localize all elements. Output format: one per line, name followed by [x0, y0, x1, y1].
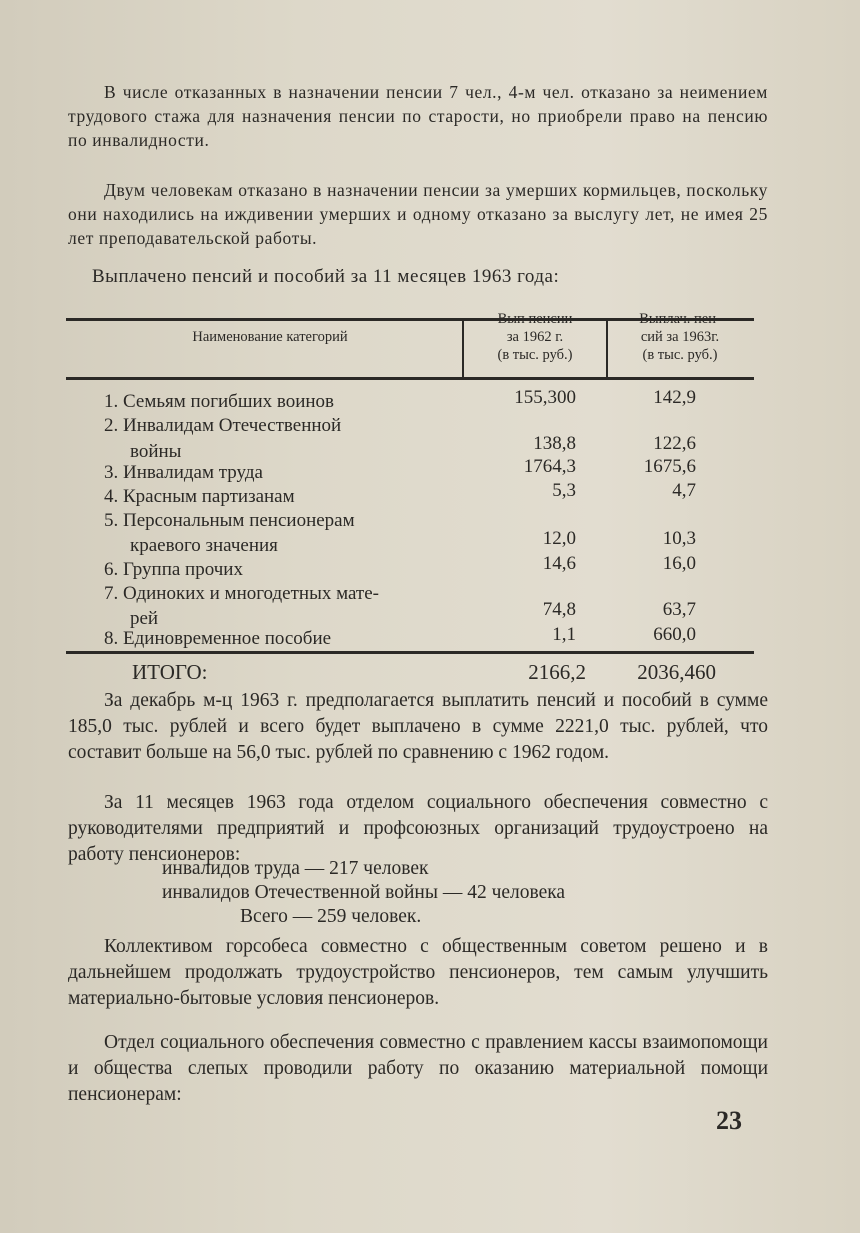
row-value-1962: 5,3: [552, 480, 576, 501]
header-col1-l1: Вып пенсии: [497, 311, 573, 327]
employment-line: инвалидов Отечественной войны — 42 человека: [162, 882, 566, 903]
row-name: 6. Группа прочих: [104, 559, 243, 580]
page-number: 23: [716, 1106, 742, 1135]
row-value-1963: 63,7: [662, 599, 696, 620]
row-value-1962: 155,300: [514, 387, 576, 408]
row-name: 1. Семьям погибших воинов: [104, 391, 335, 412]
row-value-1963: 4,7: [672, 480, 696, 501]
total-label: ИТОГО:: [132, 660, 208, 684]
row-value-1963: 1675,6: [643, 456, 696, 477]
row-name-cont: войны: [130, 441, 182, 462]
row-name-cont: краевого значения: [130, 535, 278, 556]
header-col1-l3: (в тыс. руб.): [497, 347, 573, 363]
paragraph-employment: За 11 месяцев 1963 года отделом социального обеспечения совместно с руководителями предприятий и профсоюзных организаций трудоустроено на работу пенсионеров:: [68, 792, 768, 865]
header-col1-l2: за 1962 г.: [506, 329, 564, 345]
row-value-1963: 16,0: [662, 553, 696, 574]
row-value-1963: 122,6: [653, 433, 696, 454]
row-name: 4. Красным партизанам: [104, 486, 295, 507]
table-bottom-rule: [66, 651, 754, 654]
paragraph-council: Коллективом горсобеса совместно с общественным советом решено и в дальнейшем продолжать трудоустройство пенсионеров, тем самым улучшить материально-бытовые условия пенсионеров.: [68, 936, 768, 1009]
row-value-1962: 1,1: [552, 624, 576, 645]
header-col2-l1: Выплач. пен-: [639, 311, 721, 327]
row-name-cont: рей: [130, 608, 159, 629]
table-header-rule: [66, 377, 754, 380]
header-divider: [462, 318, 464, 378]
table-caption: Выплачено пенсий и пособий за 11 месяцев 1963 года:: [92, 266, 560, 287]
row-value-1963: 660,0: [653, 624, 696, 645]
row-name: 7. Одиноких и многодетных мате-: [104, 583, 379, 604]
row-value-1963: 10,3: [662, 528, 696, 549]
row-value-1962: 12,0: [542, 528, 576, 549]
header-category: Наименование категорий: [192, 329, 348, 345]
total-1963: 2036,460: [637, 660, 716, 684]
row-name: 3. Инвалидам труда: [104, 462, 263, 483]
header-col2-l3: (в тыс. руб.): [642, 347, 718, 363]
row-value-1962: 74,8: [542, 599, 576, 620]
row-name: 8. Единовременное пособие: [104, 628, 332, 649]
row-value-1962: 14,6: [542, 553, 576, 574]
row-value-1962: 138,8: [533, 433, 576, 454]
row-name: 5. Персональным пенсионерам: [104, 510, 355, 531]
paragraph-breadwinners: Двум человекам отказано в назначении пенсии за умерших кормильцев, поскольку они находились на иждивении умерших и одному отказано за выслугу лет, не имея 25 лет преподавательской работы.: [68, 180, 768, 248]
header-divider: [606, 318, 608, 378]
employment-total: Всего — 259 человек.: [240, 906, 422, 927]
total-1962: 2166,2: [528, 660, 586, 684]
row-name: 2. Инвалидам Отечественной: [104, 415, 342, 436]
row-value-1963: 142,9: [653, 387, 696, 408]
header-col2-l2: сий за 1963г.: [640, 329, 720, 345]
paragraph-assistance: Отдел социального обеспечения совместно с правлением кассы взаимопомощи и общества слепых проводили работу по оказанию материальной помощи пенсионерам:: [68, 1032, 768, 1105]
paragraph-december: За декабрь м-ц 1963 г. предполагается выплатить пенсий и пособий в сумме 185,0 тыс. рублей и всего будет выплачено в сумме 2221,0 тыс. рублей, что составит больше на 56,0 тыс. рублей по сравнению с 1962 годом.: [68, 690, 768, 763]
row-value-1962: 1764,3: [523, 456, 576, 477]
employment-line: инвалидов труда — 217 человек: [162, 858, 429, 879]
paragraph-refusals: В числе отказанных в назначении пенсии 7 чел., 4-м чел. отказано за неимением трудового стажа для назначения пенсии по старости, но приобрели право на пенсию по инвалидности.: [68, 82, 768, 150]
